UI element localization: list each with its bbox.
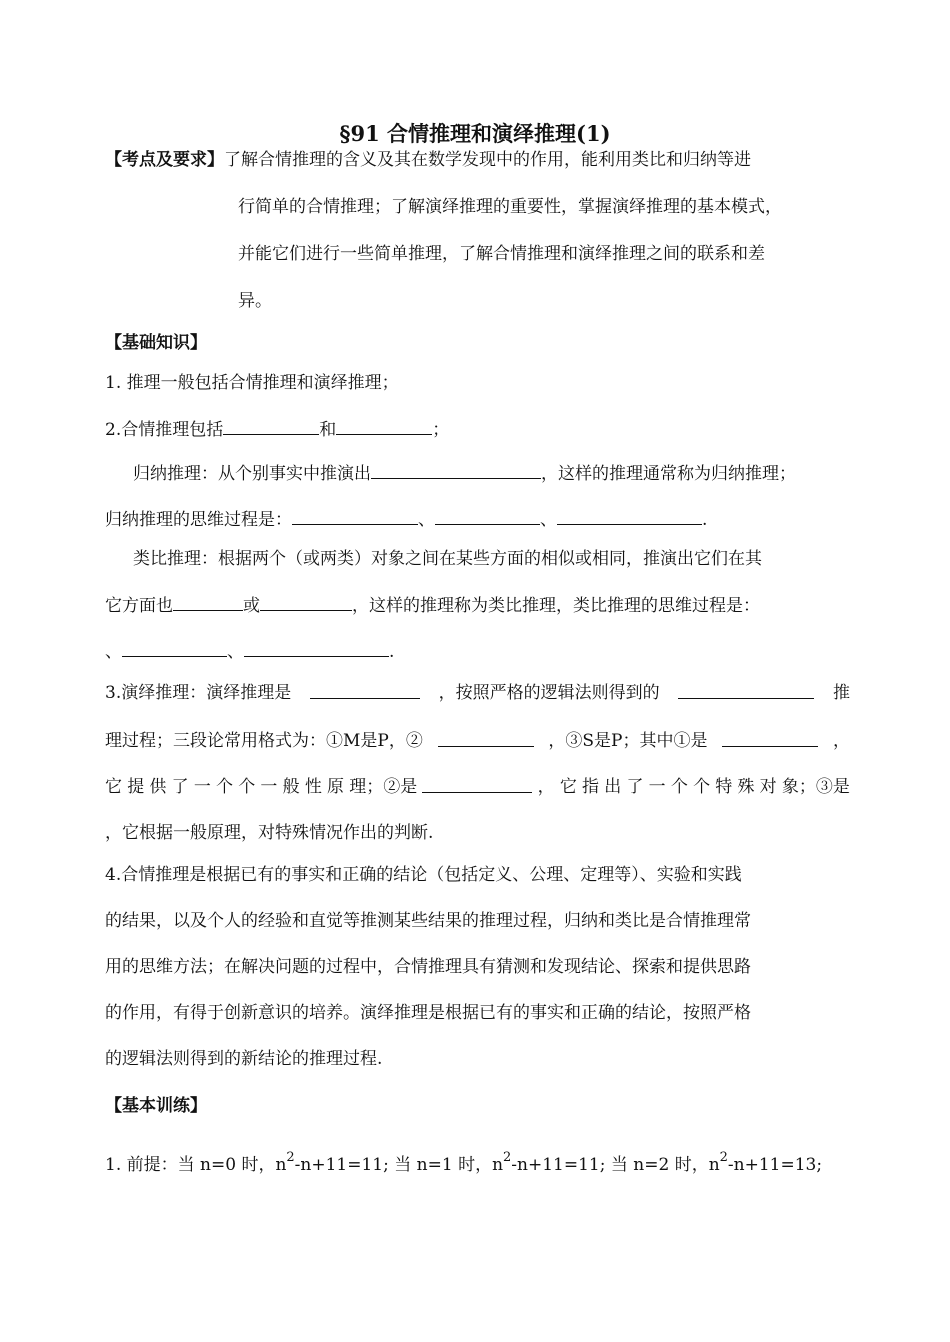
text-fragment: ， bbox=[537, 777, 555, 797]
basics-heading: 【基础知识】 bbox=[105, 333, 207, 353]
text-fragment: 殊 bbox=[737, 777, 755, 797]
answer-blank[interactable] bbox=[173, 594, 243, 611]
answer-blank[interactable] bbox=[244, 640, 389, 657]
basics-p10 bbox=[105, 776, 850, 798]
requirements-line-3: 并能它们进行一些简单推理，了解合情推理和演绎推理之间的联系和差 bbox=[238, 244, 765, 264]
basics-p6: 它方面也 或 ，这样的推理称为类比推理，类比推理的思维过程是： bbox=[105, 596, 760, 616]
text-fragment: 特 bbox=[715, 777, 733, 797]
requirements-line-4: 异。 bbox=[238, 291, 272, 311]
basics-p12: 4.合情推理是根据已有的事实和正确的结论（包括定义、公理、定理等）、实验和实践 bbox=[105, 865, 742, 885]
text-fragment: 一 bbox=[193, 777, 211, 797]
answer-blank[interactable] bbox=[438, 730, 534, 747]
training-heading: 【基本训练】 bbox=[105, 1096, 207, 1116]
basics-p16: 的逻辑法则得到的新结论的推理过程. bbox=[105, 1049, 383, 1069]
basics-p3: 归纳推理：从个别事实中推演出 ，这样的推理通常称为归纳推理； bbox=[133, 464, 796, 484]
text-fragment: 提 bbox=[127, 777, 145, 797]
text-fragment: 一 bbox=[260, 777, 278, 797]
answer-blank[interactable] bbox=[435, 508, 540, 525]
answer-blank[interactable] bbox=[422, 776, 532, 793]
page-title: §91 合情推理和演绎推理(1) bbox=[339, 121, 611, 146]
answer-blank[interactable] bbox=[722, 730, 818, 747]
basics-p9: 理过程；三段论常用格式为：①M是P，② ，③S是P；其中①是 ， bbox=[105, 731, 850, 751]
basics-p5: 类比推理：根据两个（或两类）对象之间在某些方面的相似或相同，推演出它们在其 bbox=[133, 549, 762, 569]
text-fragment: 象；③是 bbox=[781, 777, 850, 797]
basics-p2: 2.合情推理包括 和 ； bbox=[105, 420, 450, 440]
text-fragment: 般 bbox=[282, 777, 300, 797]
text-fragment: 对 bbox=[759, 777, 777, 797]
requirements-line-2: 行简单的合情推理；了解演绎推理的重要性，掌握演绎推理的基本模式， bbox=[238, 197, 782, 217]
text-fragment: 了 bbox=[626, 777, 644, 797]
text-fragment: 性 bbox=[304, 777, 322, 797]
basics-p14: 用的思维方法；在解决问题的过程中，合情推理具有猜测和发现结论、探索和提供思路 bbox=[105, 957, 751, 977]
basics-p4: 归纳推理的思维过程是： 、 、 . bbox=[105, 510, 708, 530]
answer-blank[interactable] bbox=[371, 462, 541, 479]
answer-blank[interactable] bbox=[292, 508, 418, 525]
text-fragment: 一 bbox=[648, 777, 666, 797]
answer-blank[interactable] bbox=[122, 640, 227, 657]
requirements-line-1: 【考点及要求】了解合情推理的含义及其在数学发现中的作用，能利用类比和归纳等进 bbox=[105, 150, 751, 170]
text-fragment: 出 bbox=[604, 777, 622, 797]
text-fragment: 它 bbox=[105, 777, 122, 797]
basics-p11: ，它根据一般原理，对特殊情况作出的判断. bbox=[105, 823, 434, 843]
basics-p7: 、 、 . bbox=[105, 642, 395, 662]
text-fragment: 它 bbox=[559, 777, 577, 797]
text-fragment: 供 bbox=[149, 777, 167, 797]
answer-blank[interactable] bbox=[336, 418, 432, 435]
text-fragment: 了 bbox=[171, 777, 189, 797]
text-fragment: 个 bbox=[693, 777, 711, 797]
text-fragment: 个 bbox=[216, 777, 234, 797]
text-fragment: 原 bbox=[327, 777, 345, 797]
answer-blank[interactable] bbox=[310, 682, 420, 699]
text-fragment: 个 bbox=[238, 777, 256, 797]
answer-blank[interactable] bbox=[223, 418, 319, 435]
basics-p1: 1. 推理一般包括合情推理和演绎推理； bbox=[105, 373, 399, 393]
answer-blank[interactable] bbox=[260, 594, 352, 611]
training-q1: 1. 前提：当 n=0 时，$n^2-n+11=11$; 当 n=1 时，$n^2-n+11=11$; 当 n=2 时，$n^2-n+11=13$; bbox=[105, 1150, 823, 1175]
basics-p8: 3.演绎推理：演绎推理是 ，按照严格的逻辑法则得到的 推 bbox=[105, 683, 850, 703]
basics-p15: 的作用，有得于创新意识的培养。演绎推理是根据已有的事实和正确的结论，按照严格 bbox=[105, 1003, 751, 1023]
answer-blank[interactable] bbox=[557, 508, 702, 525]
text-fragment: 个 bbox=[670, 777, 688, 797]
text-fragment: 理；②是 bbox=[349, 777, 418, 797]
text-fragment: 指 bbox=[582, 777, 600, 797]
answer-blank[interactable] bbox=[678, 682, 814, 699]
requirements-label: 【考点及要求】 bbox=[105, 150, 224, 170]
basics-p13: 的结果，以及个人的经验和直觉等推测某些结果的推理过程，归纳和类比是合情推理常 bbox=[105, 911, 751, 931]
